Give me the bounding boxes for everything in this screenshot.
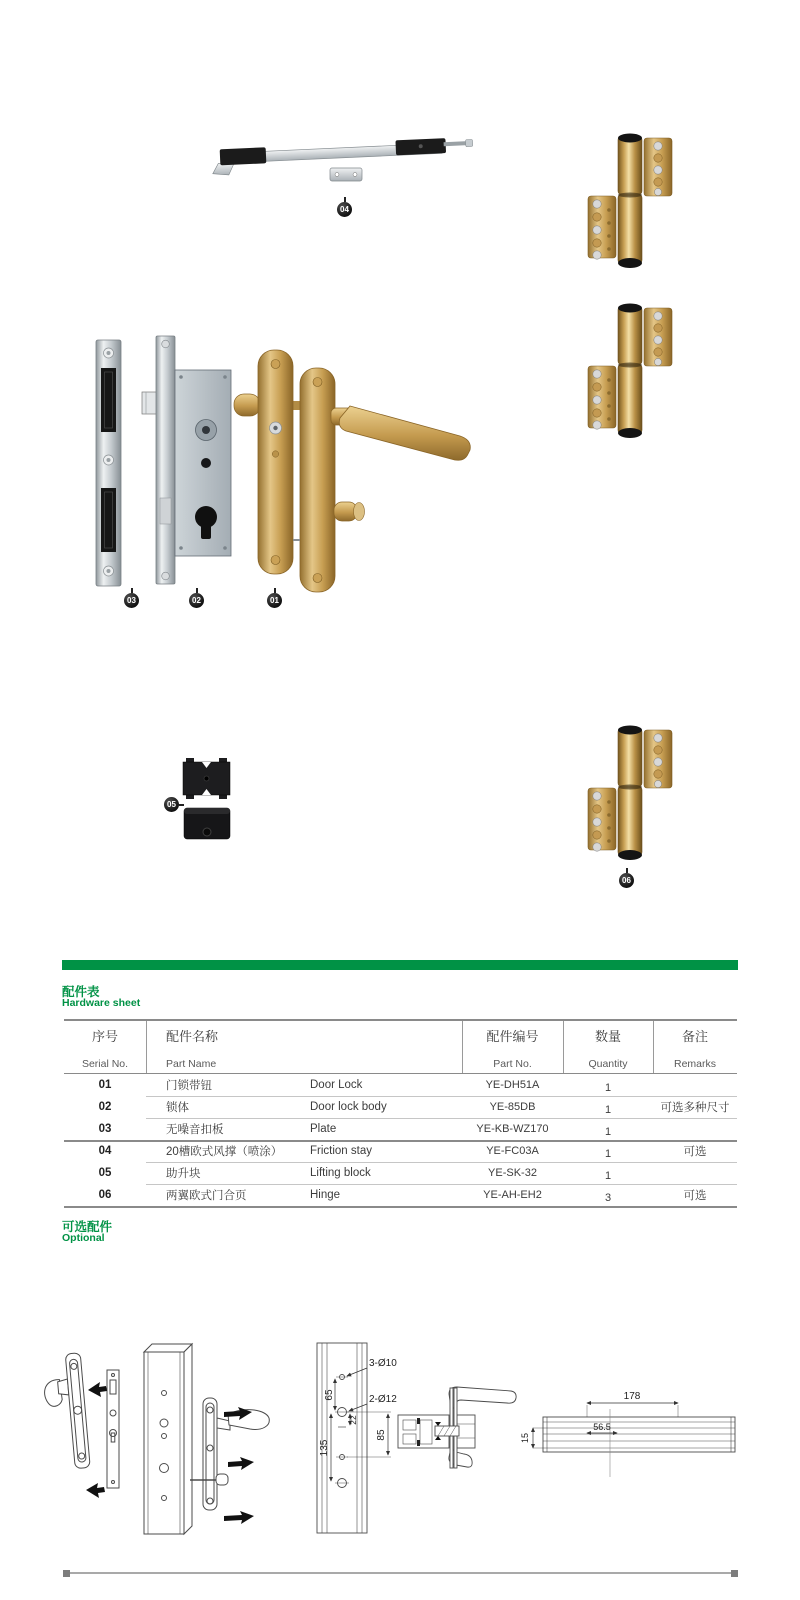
table-row: 03 无噪音扣板 Plate YE-KB-WZ170 1	[98, 1123, 612, 1138]
table-row: 06 两翼欧式门合页 Hinge YE-AH-EH2 3 可选	[98, 1189, 707, 1204]
friction-stay-photo	[178, 106, 493, 221]
table-row: 05 助升块 Lifting block YE-SK-32 1	[98, 1167, 612, 1182]
exploded-view-drawing	[40, 1318, 310, 1548]
part-marker-03	[124, 588, 139, 608]
section-top-lever	[449, 1387, 516, 1408]
marker-number: 04	[337, 202, 352, 217]
footer-rule-endcap	[731, 1570, 738, 1577]
marker-number: 03	[124, 593, 139, 608]
marker-number: 05	[164, 797, 179, 812]
col-header-serial: 序号 Serial No.	[81, 1028, 129, 1070]
col-header-remarks: 备注 Remarks	[673, 1028, 716, 1070]
header-divider	[563, 1021, 564, 1073]
dim-3-d10: 3-Ø10	[369, 1358, 397, 1369]
section-profile-right	[457, 1415, 475, 1448]
table-title-en: Hardware sheet	[62, 997, 141, 1009]
dim-85: 85	[376, 1429, 387, 1441]
marker-number: 02	[189, 593, 204, 608]
row-separator	[146, 1118, 737, 1119]
handle-back-grip	[234, 394, 260, 416]
exploded-outer-handle	[41, 1353, 90, 1471]
dim-178: 178	[623, 1391, 641, 1402]
marker-number: 01	[267, 593, 282, 608]
dim-22: 22	[348, 1415, 358, 1425]
table-row: 02 锁体 Door lock body YE-85DB 1 可选多种尺寸	[98, 1101, 730, 1116]
hinge-photo-2	[582, 300, 677, 442]
group-separator	[64, 1140, 737, 1142]
profile-dimension-drawing	[520, 1385, 765, 1480]
table-row: 04 20槽欧式风撑（喷涂） Friction stay YE-FC03A 1 可选	[98, 1145, 707, 1160]
col-header-part-name: 配件名称 Part Name	[166, 1028, 219, 1070]
hardware-table	[64, 1019, 737, 1207]
optional-label-en: Optional	[62, 1232, 105, 1244]
marker-number: 06	[619, 873, 634, 888]
strike-plate-photo	[96, 340, 121, 586]
exploded-profile	[144, 1344, 192, 1534]
hinge-photo-1	[582, 130, 677, 272]
footer-rule-endcap	[63, 1570, 70, 1577]
handle-back-plate	[258, 350, 293, 574]
lifting-block-body	[184, 808, 230, 839]
lock-set-photo	[78, 332, 478, 602]
table-bottom-border	[64, 1206, 737, 1208]
footer-rule	[66, 1572, 734, 1574]
table-header	[64, 1021, 737, 1074]
dim-56-5: 56.5	[593, 1422, 611, 1432]
dim-135: 135	[319, 1439, 330, 1457]
table-row: 01 门锁带钮 Door Lock YE-DH51A 1	[98, 1079, 612, 1094]
header-divider	[653, 1021, 654, 1073]
friction-stay-left-bracket	[220, 147, 267, 165]
hinge-photo-3	[582, 722, 677, 864]
col-header-part-no: 配件编号 Part No.	[486, 1028, 539, 1070]
row-separator	[146, 1162, 737, 1163]
cross-section-drawing	[395, 1358, 525, 1473]
dim-2-d12: 2-Ø12	[369, 1394, 397, 1405]
header-divider	[146, 1021, 147, 1073]
header-divider	[462, 1021, 463, 1073]
part-marker-05	[164, 797, 184, 812]
row-separator	[146, 1184, 737, 1185]
lifting-block-plate	[183, 758, 230, 799]
exploded-lock-plate	[107, 1370, 119, 1488]
row-separator	[146, 1096, 737, 1097]
table-title-zh: 配件表	[62, 985, 100, 999]
part-marker-06	[619, 868, 634, 888]
friction-stay-pin	[444, 141, 468, 146]
handle-set-photo	[234, 350, 470, 592]
marker-pin-icon	[179, 804, 184, 806]
col-header-quantity: 数量 Quantity	[588, 1028, 628, 1070]
part-marker-04	[337, 197, 352, 217]
handle-front-plate	[300, 368, 335, 592]
part-marker-02	[189, 588, 204, 608]
lock-body-photo	[142, 336, 231, 584]
optional-label-zh: 可选配件	[62, 1220, 113, 1234]
part-marker-01	[267, 588, 282, 608]
dim-15: 15	[520, 1432, 530, 1444]
dim-65: 65	[324, 1389, 335, 1401]
section-divider-bar	[62, 960, 738, 970]
handle-lever	[339, 406, 470, 460]
